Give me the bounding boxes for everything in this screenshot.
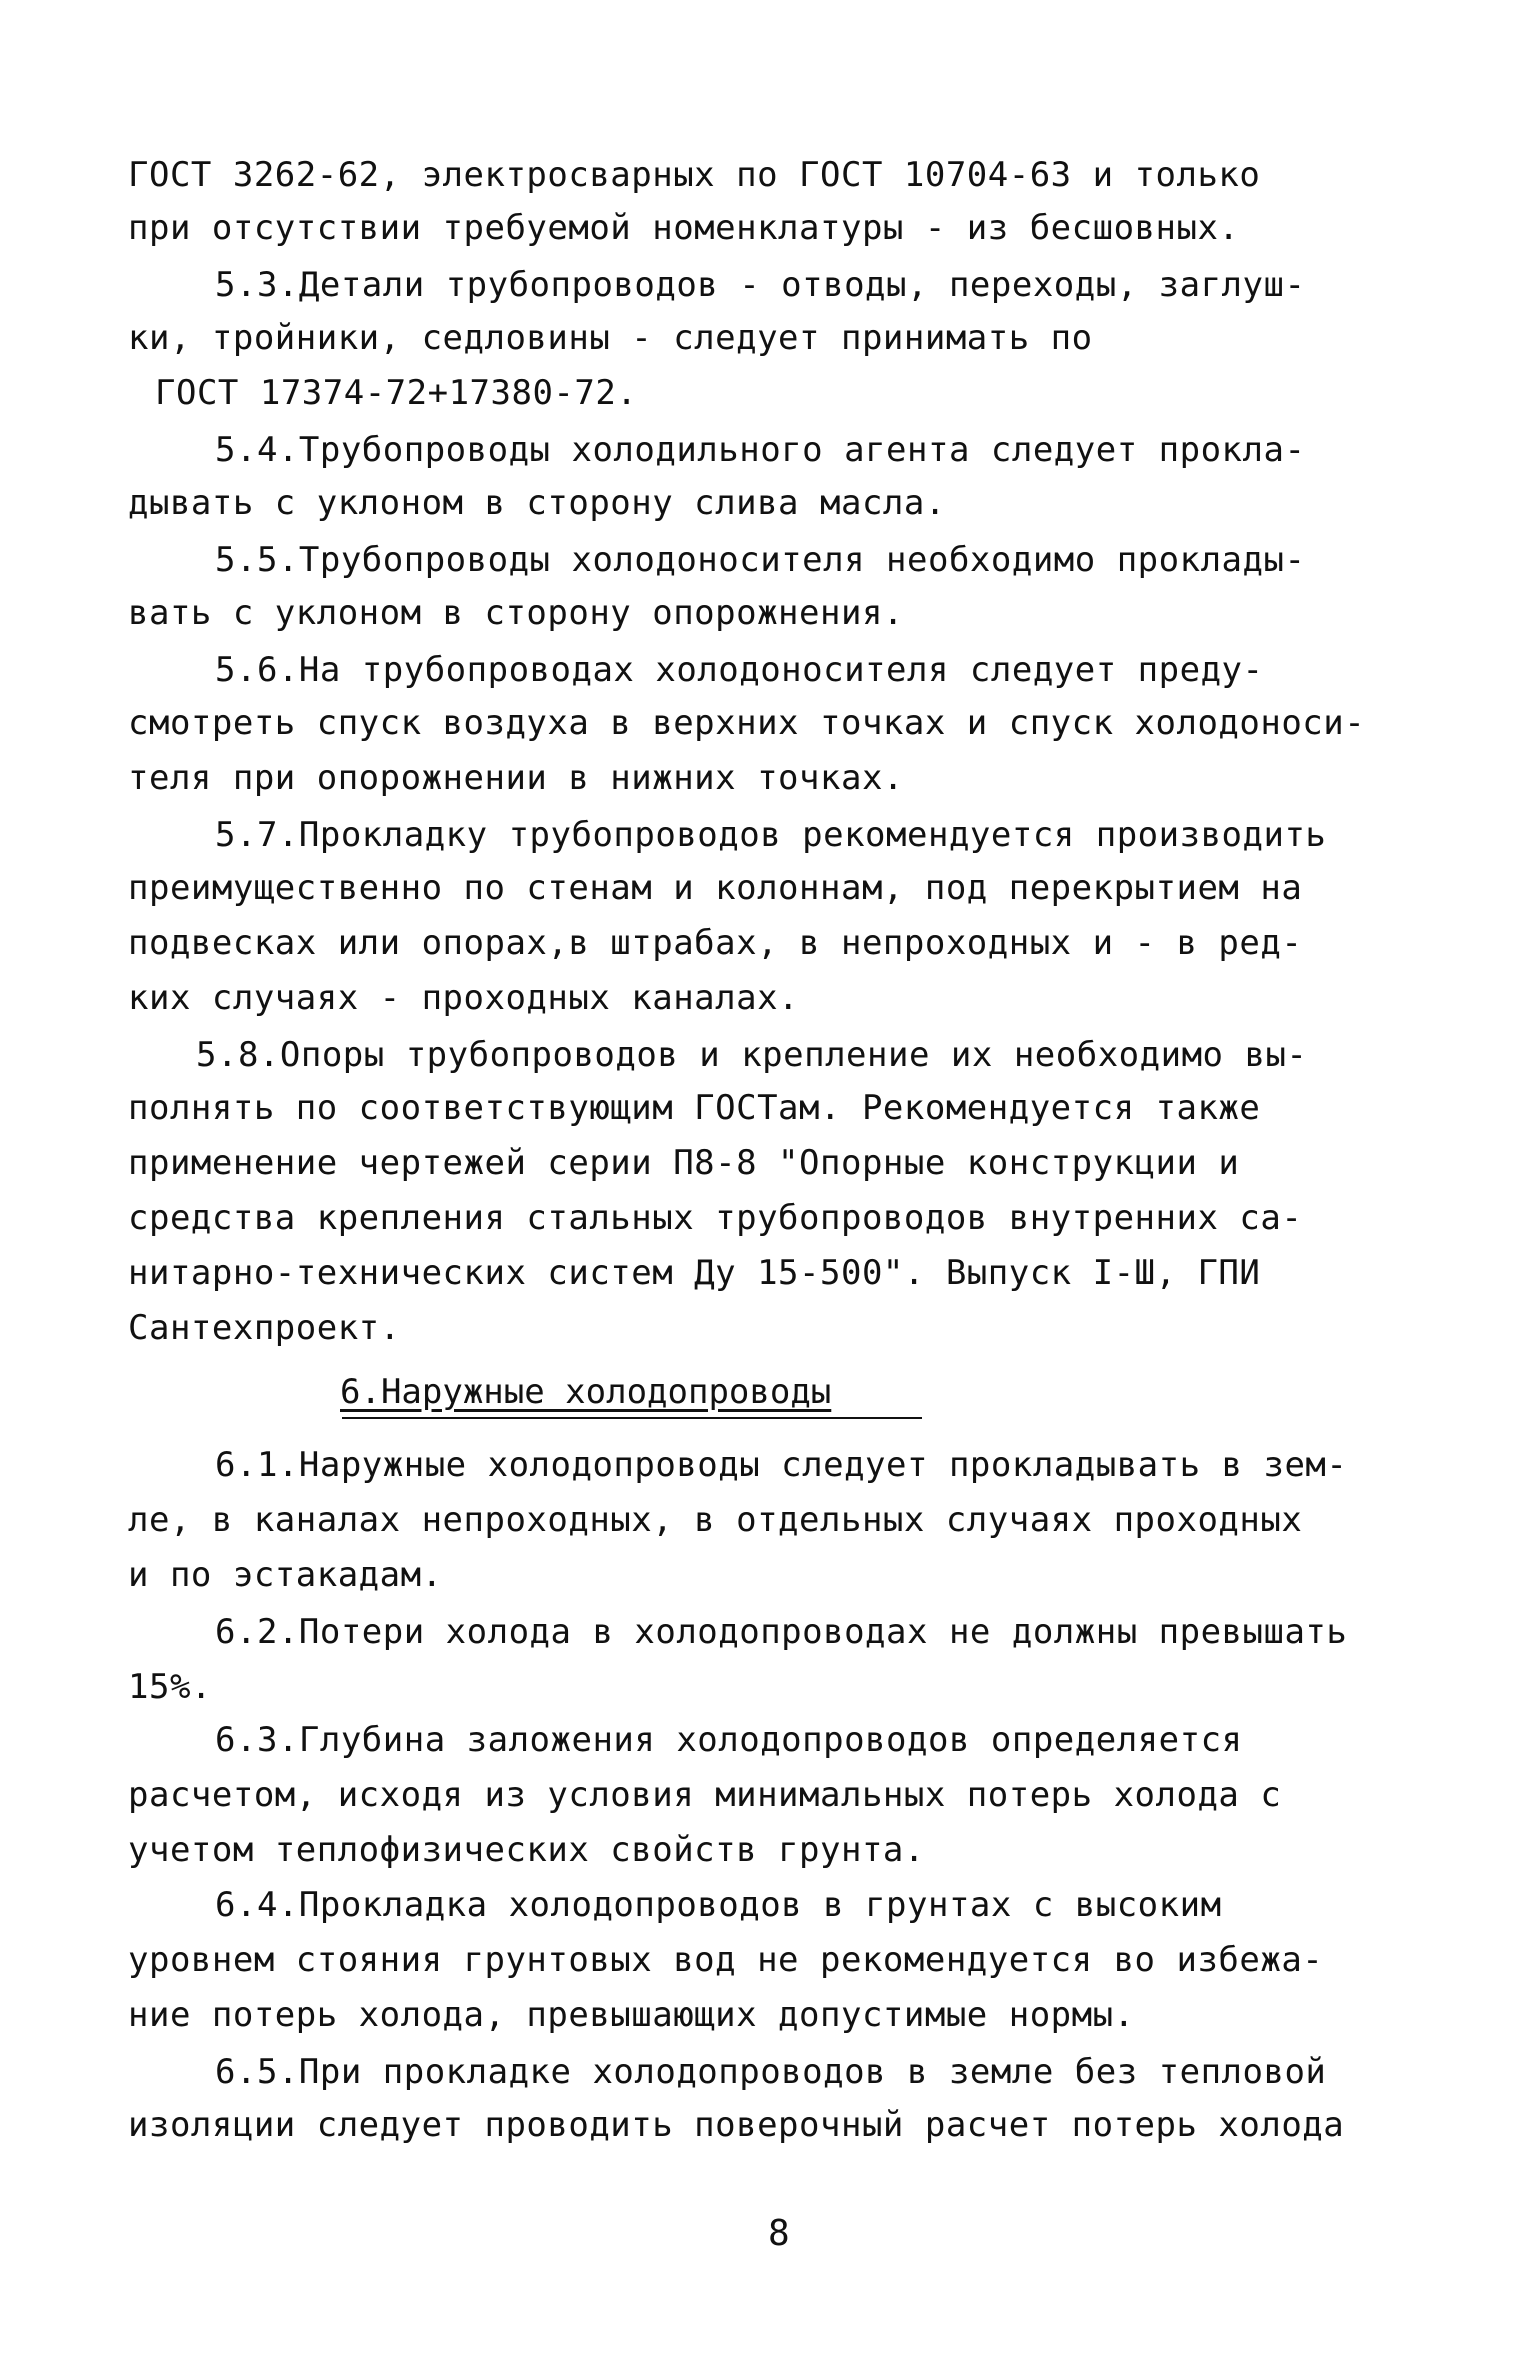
text-line: ки, тройники, седловины - следует принимать по <box>128 318 1093 358</box>
text-line: 6.2.Потери холода в холодопроводах не должны превышать <box>215 1612 1348 1652</box>
text-line: 15%. <box>128 1667 212 1707</box>
text-line: подвесках или опорах,в штрабах, в непроходных и - в ред- <box>128 923 1303 963</box>
text-line: применение чертежей серии П8-8 "Опорные конструкции и <box>128 1143 1240 1183</box>
text-line: изоляции следует проводить поверочный расчет потерь холода <box>128 2105 1345 2145</box>
page-number: 8 <box>768 2213 790 2254</box>
text-line: 5.3.Детали трубопроводов - отводы, переходы, заглуш- <box>215 265 1306 305</box>
text-line: 5.6.На трубопроводах холодоносителя следует преду- <box>215 650 1264 690</box>
text-line: полнять по соответствующим ГОСТам. Рекомендуется также <box>128 1088 1261 1128</box>
text-line: вать с уклоном в сторону опорожнения. <box>128 593 904 633</box>
text-line: нитарно-технических систем Ду 15-500". Выпуск I-Ш, ГПИ <box>128 1253 1261 1293</box>
text-line: 6.3.Глубина заложения холодопроводов определяется <box>215 1720 1243 1760</box>
text-line: и по эстакадам. <box>128 1555 443 1595</box>
text-line: средства крепления стальных трубопроводов внутренних са- <box>128 1198 1303 1238</box>
text-line: дывать с уклоном в сторону слива масла. <box>128 483 946 523</box>
text-line: ле, в каналах непроходных, в отдельных случаях проходных <box>128 1500 1303 1540</box>
text-line: преимущественно по стенам и колоннам, под перекрытием на <box>128 868 1303 908</box>
section-heading: 6.Наружные холодопроводы <box>340 1372 832 1412</box>
text-line: 5.8.Опоры трубопроводов и крепление их необходимо вы- <box>196 1035 1308 1075</box>
text-line: ние потерь холода, превышающих допустимые нормы. <box>128 1995 1135 2035</box>
text-line: уровнем стояния грунтовых вод не рекомендуется во избежа- <box>128 1940 1324 1980</box>
text-line: 5.4.Трубопроводы холодильного агента следует прокла- <box>215 430 1306 470</box>
text-line: Сантехпроект. <box>128 1308 401 1348</box>
text-line: ГОСТ 17374-72+17380-72. <box>155 373 638 413</box>
text-line: ких случаях - проходных каналах. <box>128 978 800 1018</box>
heading-underline <box>342 1417 922 1419</box>
text-line: учетом теплофизических свойств грунта. <box>128 1830 925 1870</box>
text-line: ГОСТ 3262-62, электросварных по ГОСТ 10704-63 и только <box>128 155 1261 195</box>
text-line: расчетом, исходя из условия минимальных потерь холода с <box>128 1775 1282 1815</box>
text-line: 5.5.Трубопроводы холодоносителя необходимо проклады- <box>215 540 1306 580</box>
text-line: 6.1.Наружные холодопроводы следует прокладывать в зем- <box>215 1445 1348 1485</box>
text-line: при отсутствии требуемой номенклатуры - из бесшовных. <box>128 208 1240 248</box>
text-line: 6.4.Прокладка холодопроводов в грунтах с высоким <box>215 1885 1222 1925</box>
text-line: 5.7.Прокладку трубопроводов рекомендуется производить <box>215 815 1327 855</box>
text-line: 6.5.При прокладке холодопроводов в земле без тепловой <box>215 2052 1327 2092</box>
text-line: смотреть спуск воздуха в верхних точках и спуск холодоноси- <box>128 703 1366 743</box>
text-line: теля при опорожнении в нижних точках. <box>128 758 904 798</box>
